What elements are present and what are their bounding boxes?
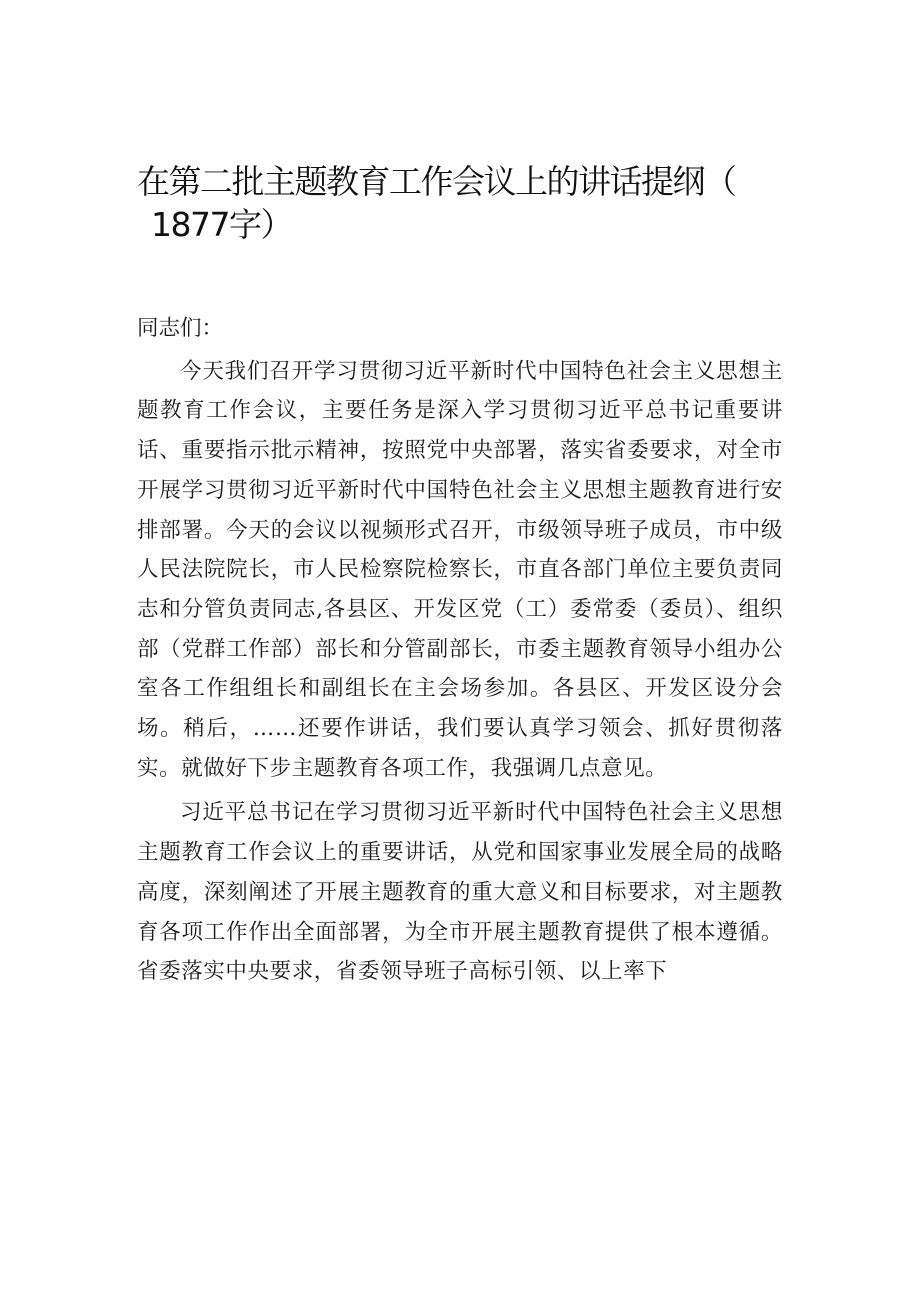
paragraph-2: 习近平总书记在学习贯彻习近平新时代中国特色社会主义思想主题教育工作会议上的重要讲话，从党和国家事业发展全局的战略高度，深刻阐述了开展主题教育的重大意义和目标要求，对主题教育各项工作作出全面部署，为全市开展主题教育提供了根本遵循。省委落实中央要求，省委领导班子高标引领、以上率下 [137, 800, 783, 985]
document-body [137, 309, 783, 997]
title-line-2: 1877字） [151, 205, 292, 244]
document-title [137, 160, 787, 246]
title-line-1: 在第二批主题教育工作会议上的讲话提纲（ [137, 162, 736, 201]
paragraph-1: 今天我们召开学习贯彻习近平新时代中国特色社会主义思想主题教育工作会议，主要任务是深入学习贯彻习近平总书记重要讲话、重要指示批示精神，按照党中央部署，落实省委要求，对全市开展学习贯彻习近平新时代中国特色社会主义思想主题教育进行安排部署。今天的会议以视频形式召开，市级领导班子成员，市中级人民法院院长，市人民检察院检察长，市直各部门单位主要负责同志和分管负责同志,各县区、开发区党（工）委常委（委员）、组织部（党群工作部）部长和分管副部长，市委主题教育领导小组办公室各工作组组长和副组长在主会场参加。各县区、开发区设分会场。稍后，……还要作讲话，我们要认真学习领会、抓好贯彻落实。就做好下步主题教育各项工作，我强调几点意见。 [137, 358, 783, 781]
salutation: 同志们： [137, 316, 224, 341]
